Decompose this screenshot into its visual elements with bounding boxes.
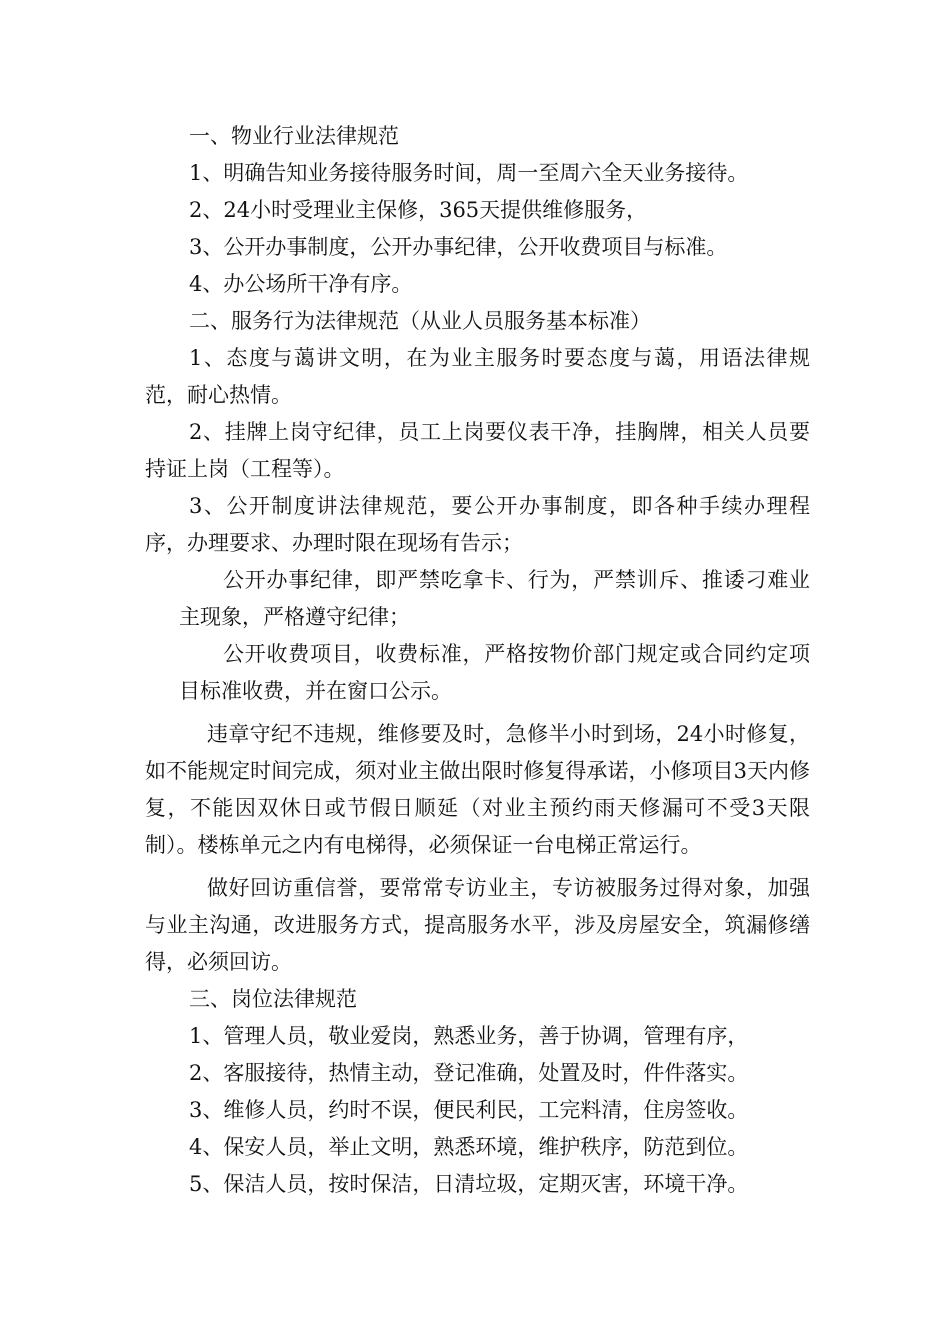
paragraph: 5、保洁人员，按时保洁，日清垃圾，定期灭害，环境干净。 [189, 1172, 749, 1196]
paragraph: 2、24小时受理业主保修，365天提供维修服务， [189, 198, 648, 222]
paragraph: 公开收费项目，收费标准，严格按物价部门规定或合同约定项目标准收费，并在窗口公示。 [179, 642, 810, 703]
paragraph: 3、公开制度讲法律规范，要公开办事制度，即各种手续办理程序，办理要求、办理时限在现场有告示； [145, 494, 810, 555]
paragraph: 4、保安人员，举止文明，熟悉环境，维护秩序，防范到位。 [189, 1135, 749, 1159]
paragraph: 做好回访重信誉，要常常专访业主，专访被服务过得对象，加强与业主沟通，改进服务方式，提高服务水平，涉及房屋安全，筑漏修缮得，必须回访。 [145, 876, 810, 974]
paragraph: 2、挂牌上岗守纪律，员工上岗要仪表干净，挂胸牌，相关人员要持证上岗（工程等）。 [145, 420, 810, 481]
paragraph: 1、态度与蔼讲文明，在为业主服务时要态度与蔼，用语法律规范，耐心热情。 [145, 346, 810, 407]
paragraph: 违章守纪不违规，维修要及时，急修半小时到场，24小时修复，如不能规定时间完成，须对业主做出限时修复得承诺，小修项目3天内修复，不能因双休日或节假日顺延（对业主预约雨天修漏可不受3天限制）。楼栋单元之内有电梯得，必须保证一台电梯正常运行。 [145, 722, 810, 857]
section-heading-3: 三、岗位法律规范 [189, 987, 357, 1011]
paragraph: 3、维修人员，约时不误，便民利民，工完料清，住房签收。 [189, 1098, 749, 1122]
paragraph: 3、公开办事制度，公开办事纪律，公开收费项目与标准。 [189, 235, 728, 259]
section-heading-2: 二、服务行为法律规范（从业人员服务基本标准） [189, 309, 651, 333]
section-heading-1: 一、物业行业法律规范 [189, 124, 399, 148]
paragraph: 4、办公场所干净有序。 [189, 272, 413, 296]
paragraph: 2、客服接待，热情主动，登记准确，处置及时，件件落实。 [189, 1061, 749, 1085]
paragraph: 1、明确告知业务接待服务时间，周一至周六全天业务接待。 [189, 161, 749, 185]
paragraph: 1、管理人员，敬业爱岗，熟悉业务，善于协调，管理有序， [189, 1024, 749, 1048]
document-body [145, 118, 810, 1203]
paragraph: 公开办事纪律，即严禁吃拿卡、行为，严禁训斥、推诿刁难业主现象，严格遵守纪律； [179, 568, 810, 629]
